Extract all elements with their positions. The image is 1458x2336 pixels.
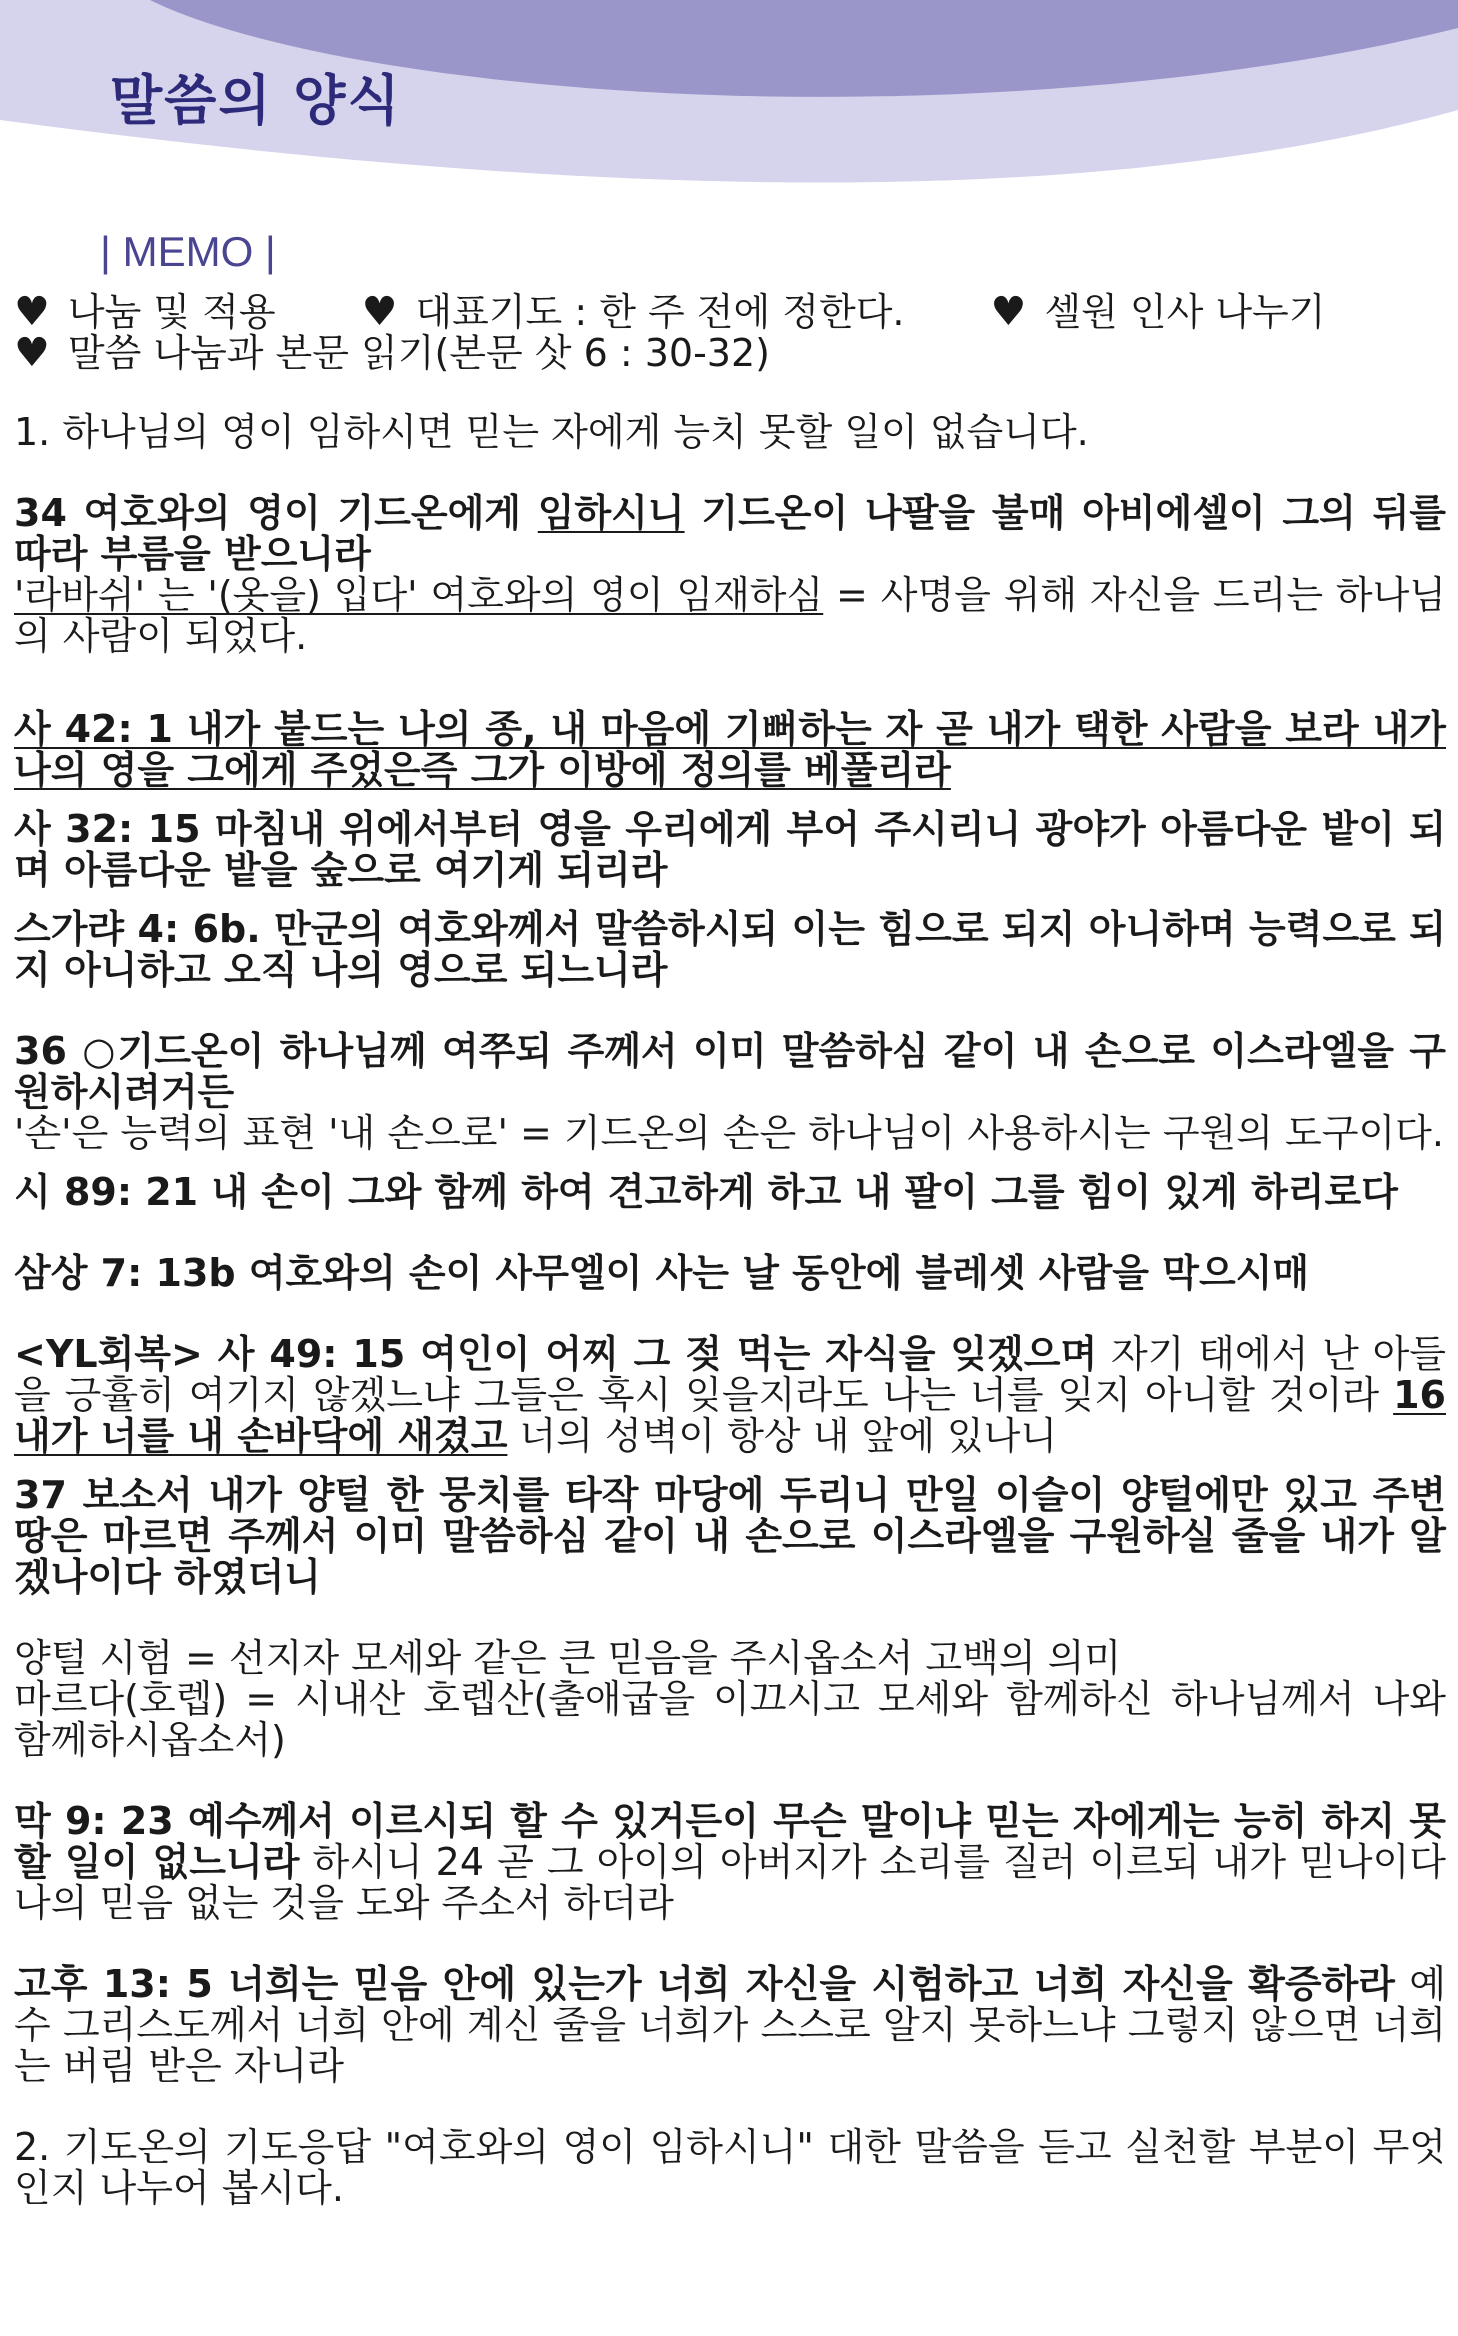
verse-text-bold: <YL회복> 사 49: 15 여인이 어찌 그 젖 먹는 자식을 잊겠으며 <box>14 1332 1098 1376</box>
heart-icon: ♥ <box>990 289 1027 335</box>
question-2: 2. 기도온의 기도응답 "여호와의 영이 임하시니" 대한 말씀을 듣고 실천할 부분이 무엇인지 나누어 봅시다. <box>14 2125 1446 2210</box>
verse-text: 자기 태에서 난 아들을 긍휼히 여기지 않겠느냐 그들은 혹시 잊을지라도 나는 너를 잊지 아니할 것이라 <box>14 1332 1446 1417</box>
verse-1samuel-7: 삼상 7: 13b 여호와의 손이 사무엘이 사는 날 동안에 블레셋 사람을 막으시매 <box>14 1251 1310 1295</box>
note-text: = 사명을 위해 자신을 드리는 하나님의 사람이 되었다. <box>14 573 1447 658</box>
verse-isaiah-49 <box>14 1334 1446 1457</box>
agenda-item <box>14 330 770 376</box>
note-37-horeb: 마르다(호렙) = 시내산 호렙산(출애굽을 이끄시고 모세와 함께하신 하나님께서 나와 함께하시옵소서) <box>14 1677 1446 1762</box>
note-text-underlined: '라바쉬' 는 '(옷을) 입다' 여호와의 영이 임재하심 <box>14 573 824 617</box>
verse-2corinthians-13 <box>14 1964 1446 2087</box>
agenda-item-label: 말씀 나눔과 본문 읽기(본문 삿 6 : 30-32) <box>67 331 770 375</box>
agenda-item-label: 대표기도 : 한 주 전에 정한다. <box>415 290 905 334</box>
verse-text: 기드온이 나팔을 불매 아비에셀이 그의 뒤를 따라 부름을 받으니라 <box>14 491 1446 576</box>
verse-text: 34 여호와의 영이 기드온에게 <box>14 491 538 535</box>
verse-zechariah-4: 스가랴 4: 6b. 만군의 여호와께서 말씀하시되 이는 힘으로 되지 아니하며 능력으로 되지 아니하고 오직 나의 영으로 되느니라 <box>14 907 1446 992</box>
memo-label: | MEMO | <box>100 228 276 275</box>
question-1: 1. 하나님의 영이 임하시면 믿는 자에게 능치 못할 일이 없습니다. <box>14 410 1089 454</box>
heart-icon: ♥ <box>361 289 398 335</box>
agenda-item <box>14 289 276 335</box>
verse-text: 하시니 24 곧 그 아이의 아버지가 소리를 질러 이르되 내가 믿나이다 나의 믿음 없는 것을 도와 주소서 하더라 <box>14 1840 1446 1925</box>
content-body <box>14 289 1447 2210</box>
agenda-item-label: 셀원 인사 나누기 <box>1044 290 1326 334</box>
note-37-wool: 양털 시험 = 선지자 모세와 같은 큰 믿음을 주시옵소서 고백의 의미 <box>14 1636 1122 1680</box>
heart-icon: ♥ <box>14 330 50 376</box>
verse-mark-9 <box>14 1801 1446 1924</box>
verse-text: 예수 그리스도께서 너희 안에 계신 줄을 너희가 스스로 알지 못하느냐 그렇지 않으면 너희는 버림 받은 자니라 <box>14 1962 1446 2088</box>
agenda-item <box>361 289 905 335</box>
verse-isaiah-42: 사 42: 1 내가 붙드는 나의 종, 내 마음에 기뻐하는 자 곧 내가 택한 사람을 보라 내가 나의 영을 그에게 주었은즉 그가 이방에 정의를 베풀리라 <box>14 707 1446 792</box>
agenda-row-2 <box>14 330 1446 376</box>
verse-34 <box>14 493 1446 575</box>
verse-text: 너의 성벽이 항상 내 앞에 있나니 <box>507 1414 1058 1458</box>
heart-icon: ♥ <box>14 289 50 335</box>
verse-psalm-89: 시 89: 21 내 손이 그와 함께 하여 견고하게 하고 내 팔이 그를 힘이 있게 하리로다 <box>14 1170 1398 1214</box>
verse-36: 36 ○기드온이 하나님께 여쭈되 주께서 이미 말씀하심 같이 내 손으로 이스라엘을 구원하시려거든 <box>14 1029 1446 1114</box>
note-34 <box>14 575 1446 657</box>
agenda-item-label: 나눔 및 적용 <box>67 290 276 334</box>
agenda-item <box>990 289 1326 335</box>
verse-isaiah-32: 사 32: 15 마침내 위에서부터 영을 우리에게 부어 주시리니 광야가 아름다운 밭이 되며 아름다운 밭을 숲으로 여기게 되리라 <box>14 807 1446 892</box>
verse-37: 37 보소서 내가 양털 한 뭉치를 타작 마당에 두리니 만일 이슬이 양털에만 있고 주변 땅은 마르면 주께서 이미 말씀하심 같이 내 손으로 이스라엘을 구원하실 줄을 내가 알겠나이다 하였더니 <box>14 1473 1446 1599</box>
verse-text-bold: 막 9: 23 예수께서 이르시되 할 수 있거든이 무슨 말이냐 믿는 자에게는 능히 하지 못할 일이 없느니라 <box>14 1799 1446 1884</box>
verse-text-underlined: 임하시니 <box>537 491 685 535</box>
note-36: '손'은 능력의 표현 '내 손으로' = 기드온의 손은 하나님이 사용하시는 구원의 도구이다. <box>14 1111 1444 1155</box>
verse-text-bold: 고후 13: 5 너희는 믿음 안에 있는가 너희 자신을 시험하고 너희 자신을 확증하라 <box>14 1962 1395 2006</box>
verse-text-bold-underlined: 16 내가 너를 내 손바닥에 새겼고 <box>14 1373 1446 1458</box>
agenda-row-1 <box>14 289 1446 335</box>
page-title: 말씀의 양식 <box>110 69 402 132</box>
